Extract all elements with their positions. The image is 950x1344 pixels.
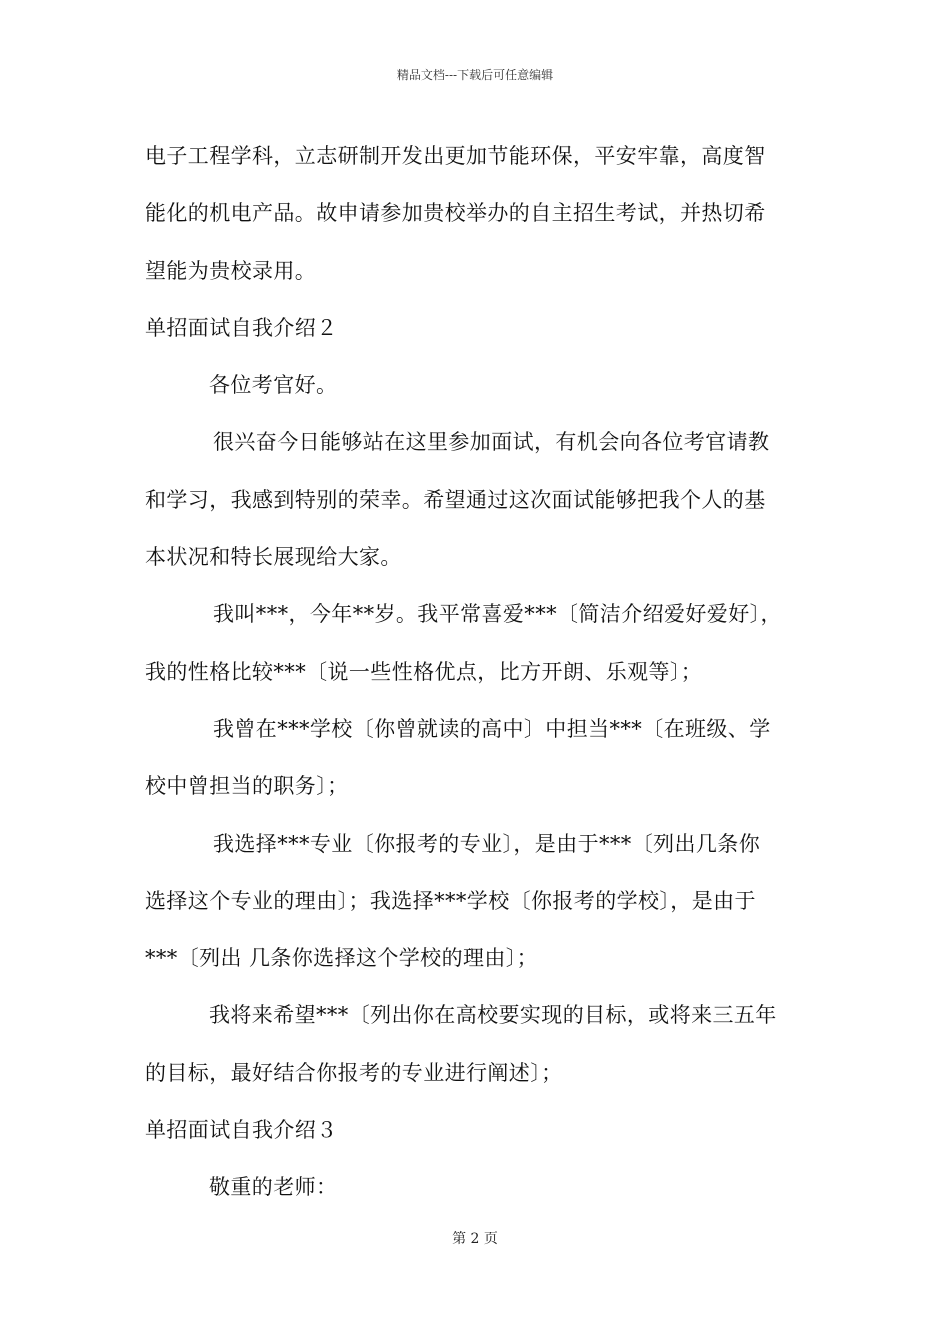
greeting-line: 各位考官好。 xyxy=(209,373,338,398)
document-body xyxy=(145,128,810,1217)
paragraph-line: 我的性格比较***〔说一些性格优点，比方开朗、乐观等〕； xyxy=(145,659,703,684)
paragraph-line: 很兴奋今日能够站在这里参加面试，有机会向各位考官请教 xyxy=(213,430,770,455)
page-header: 精品文档---下载后可任意编辑 xyxy=(396,68,554,82)
paragraph-line: 电子工程学科，立志研制开发出更加节能环保，平安牢靠，高度智 xyxy=(145,144,766,168)
paragraph-line: 我叫***，今年**岁。我平常喜爱***〔简洁介绍爱好爱好〕， xyxy=(213,602,782,627)
paragraph-line: 我曾在***学校〔你曾就读的高中〕中担当***〔在班级、学 xyxy=(213,716,771,741)
paragraph-line: 望能为贵校录用。 xyxy=(145,258,317,283)
paragraph-line: 我选择***专业〔你报考的专业〕，是由于***〔列出几条你 xyxy=(213,831,761,856)
paragraph-line: 能化的机电产品。故申请参加贵校举办的自主招生考试，并热切希 xyxy=(145,201,766,226)
paragraph-line: 本状况和特长展现给大家。 xyxy=(145,545,402,570)
paragraph-line: 我将来希望***〔列出你在高校要实现的目标，或将来三五年 xyxy=(209,1003,777,1028)
paragraph-line: 的目标，最好结合你报考的专业进行阐述〕； xyxy=(145,1060,563,1085)
paragraph-line: 选择这个专业的理由〕；我选择***学校〔你报考的学校〕，是由于 xyxy=(145,888,756,913)
section-heading: 单招面试自我介绍２ xyxy=(145,315,338,340)
paragraph-line: 校中曾担当的职务〕； xyxy=(145,774,349,799)
page-number: 第 2 页 xyxy=(452,1231,498,1247)
paragraph-line: ***〔列出 几条你选择这个学校的理由〕； xyxy=(145,946,539,971)
section-heading: 单招面试自我介绍３ xyxy=(145,1118,338,1143)
greeting-line: 敬重的老师： xyxy=(209,1175,338,1200)
paragraph-line: 和学习，我感到特别的荣幸。希望通过这次面试能够把我个人的基 xyxy=(145,487,766,512)
